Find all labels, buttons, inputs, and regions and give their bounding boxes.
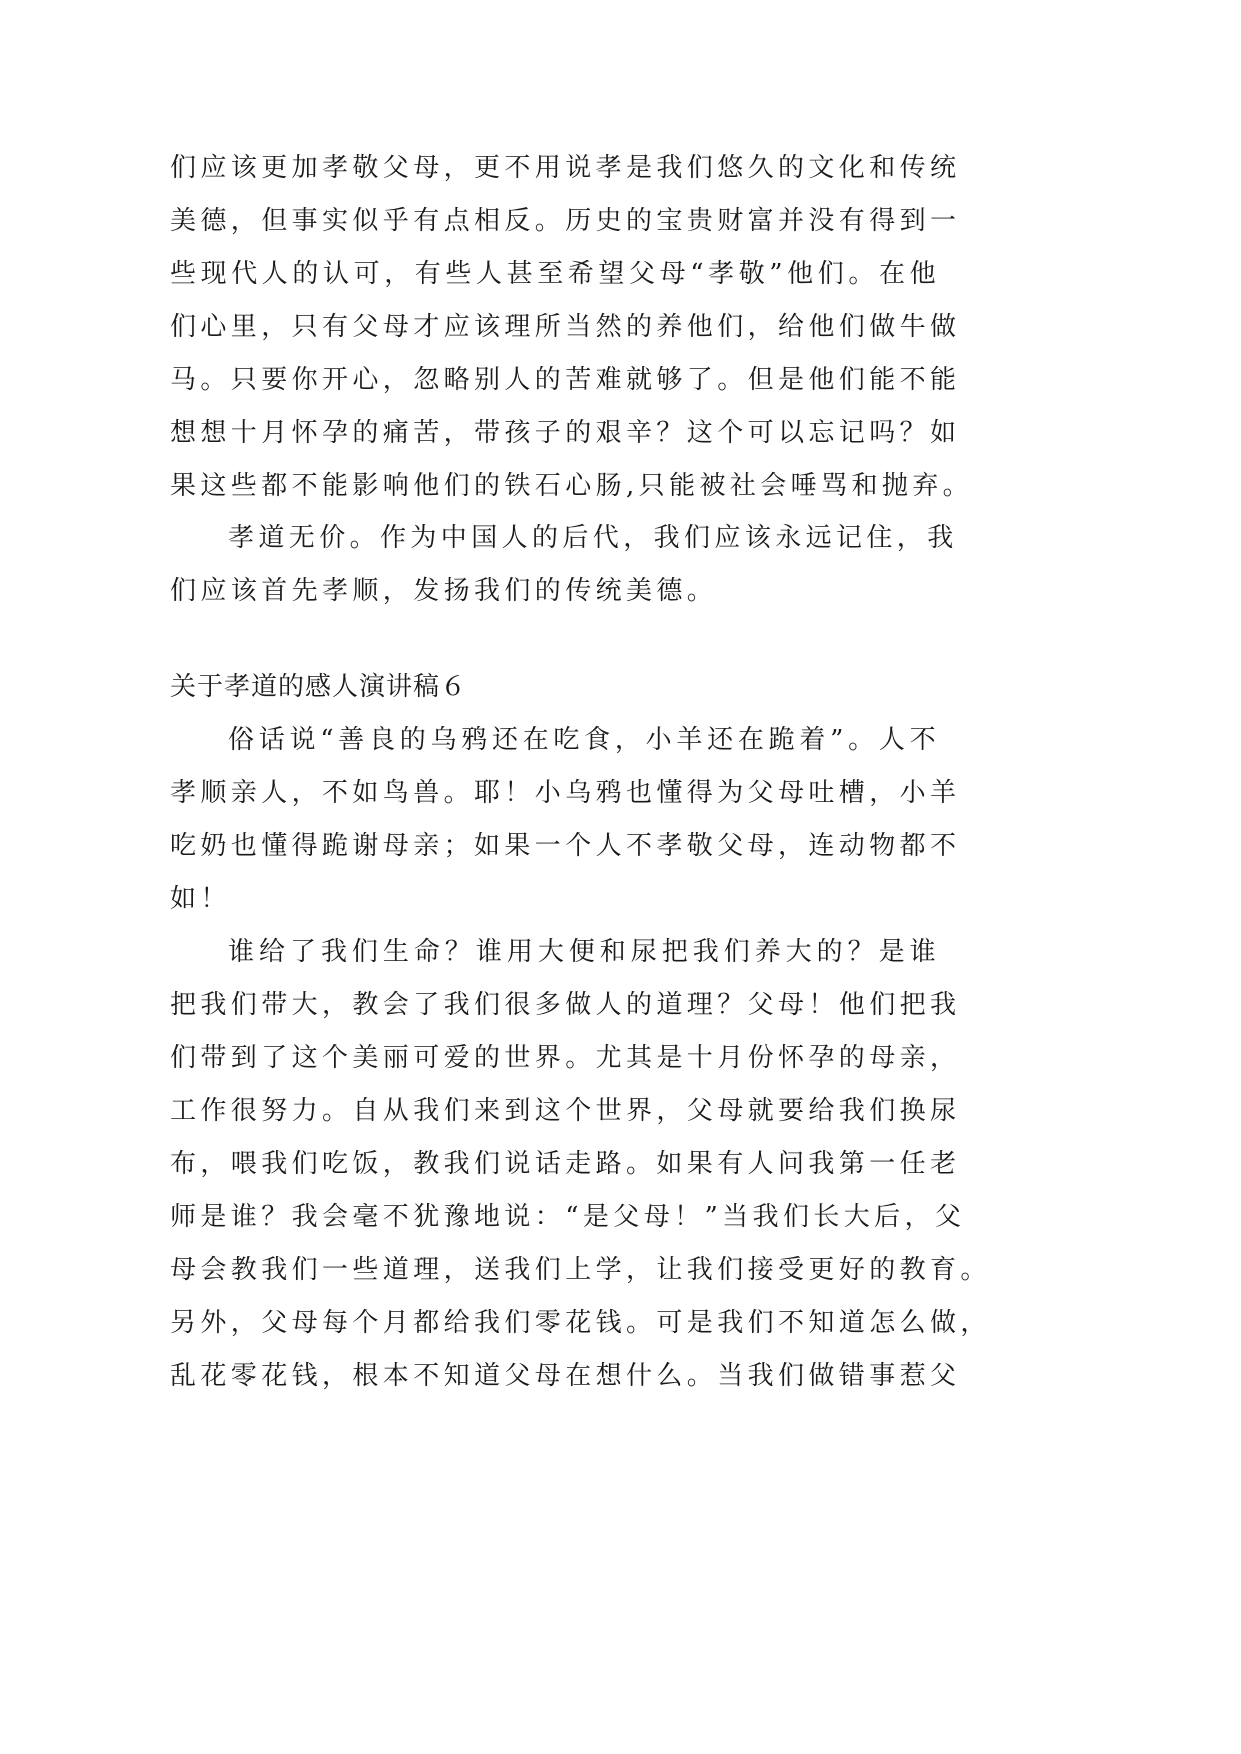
text-line: 美德，但事实似乎有点相反。历史的宝贵财富并没有得到一: [170, 206, 961, 236]
text-line: 如！: [170, 884, 231, 914]
text-line: 们应该更加孝敬父母，更不用说孝是我们悠久的文化和传统: [170, 153, 961, 183]
text-line: 布，喂我们吃饭，教我们说话走路。如果有人问我第一任老: [170, 1149, 961, 1179]
text-line: 师是谁？我会毫不犹豫地说：“是父母！”当我们长大后，父: [170, 1202, 966, 1232]
text-line: 母会教我们一些道理，送我们上学，让我们接受更好的教育。: [170, 1255, 991, 1285]
text-line: 果这些都不能影响他们的铁石心肠,只能被社会唾骂和抛弃。: [170, 471, 974, 501]
text-line: 吃奶也懂得跪谢母亲；如果一个人不孝敬父母，连动物都不: [170, 831, 961, 861]
text-line: 孝顺亲人，不如鸟兽。耶！小乌鸦也懂得为父母吐槽，小羊: [170, 778, 961, 808]
text-line: 们应该首先孝顺，发扬我们的传统美德。: [170, 576, 718, 606]
text-line: 俗话说“善良的乌鸦还在吃食，小羊还在跪着”。人不: [228, 725, 940, 755]
text-line: 马。只要你开心，忽略别人的苦难就够了。但是他们能不能: [170, 365, 961, 395]
text-line: 把我们带大，教会了我们很多做人的道理？父母！他们把我: [170, 990, 961, 1020]
section-heading: 关于孝道的感人演讲稿６: [170, 672, 468, 702]
text-line: 工作很努力。自从我们来到这个世界，父母就要给我们换尿: [170, 1096, 961, 1126]
text-line: 们带到了这个美丽可爱的世界。尤其是十月份怀孕的母亲，: [170, 1043, 961, 1073]
text-line: 乱花零花钱，根本不知道父母在想什么。当我们做错事惹父: [170, 1361, 961, 1391]
text-line: 们心里，只有父母才应该理所当然的养他们，给他们做牛做: [170, 312, 961, 342]
text-line: 想想十月怀孕的痛苦，带孩子的艰辛？这个可以忘记吗？如: [170, 418, 961, 448]
text-line: 另外，父母每个月都给我们零花钱。可是我们不知道怎么做，: [170, 1308, 991, 1338]
text-line: 谁给了我们生命？谁用大便和尿把我们养大的？是谁: [228, 937, 940, 967]
text-line: 些现代人的认可，有些人甚至希望父母“孝敬”他们。在他: [170, 259, 940, 289]
text-line: 孝道无价。作为中国人的后代，我们应该永远记住，我: [228, 523, 958, 553]
